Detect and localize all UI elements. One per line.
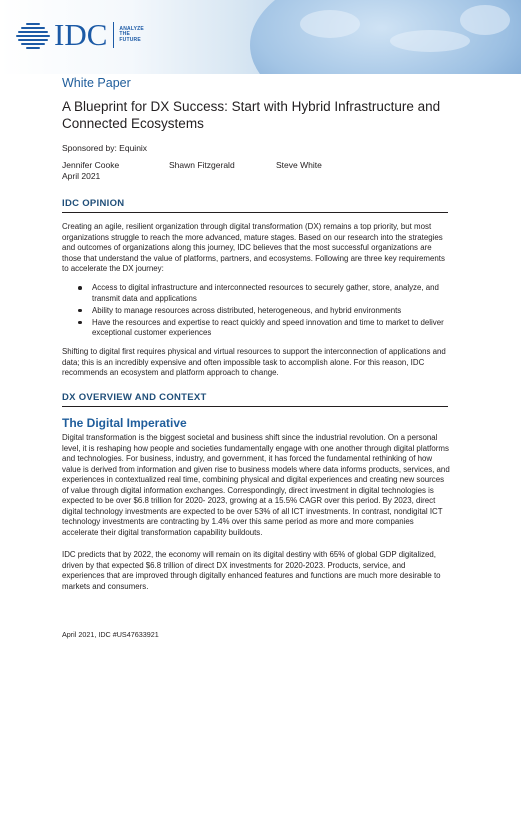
author-name: Jennifer Cooke (62, 160, 120, 170)
idc-logo (16, 17, 144, 52)
idc-prediction-paragraph: IDC predicts that by 2022, the economy will remain on its digital destiny with 65% of global GDP digitalized, driven by that expected $6.8 trillion of direct DX investments for 2020-2023. Products, service, and experiences that are improved through digitally enhanced features and functions are much more desirable to markets and consumers. (62, 550, 441, 591)
bullet-icon (78, 286, 82, 290)
document-type: White Paper (62, 76, 131, 90)
opinion-intro-paragraph: Creating an agile, resilient organization through digital transformation (DX) remains a top priority, but most organizations struggle to reach the more advanced, mature stages. Based on our research into the strategies and outcomes of organizations along this journey, IDC believes that the most successful organizations are those that understand the value of platforms, partners, and ecosystems. Following are three key requirements to accelerate the DX journey: (62, 222, 445, 273)
publication-date: April 2021 (62, 171, 101, 181)
section-heading-idc-opinion: IDC OPINION (62, 198, 448, 213)
list-item: Have the resources and expertise to react quickly and speed innovation and time to market to deliver exceptional customer experiences (62, 318, 450, 339)
logo-tagline: ANALYZE THE FUTURE (119, 25, 144, 43)
list-item: Access to digital infrastructure and interconnected resources to securely gather, store, analyze, and transmit data and applications (62, 283, 450, 304)
sponsor-line: Sponsored by: Equinix (62, 143, 148, 153)
document-title: A Blueprint for DX Success: Start with Hybrid Infrastructure and Connected Ecosystems (62, 99, 441, 131)
list-item: Ability to manage resources across distributed, heterogeneous, and hybrid environments (62, 306, 450, 317)
header-banner (0, 0, 521, 74)
logo-divider (113, 22, 114, 48)
globe-land-shape (300, 10, 360, 38)
bullet-icon (78, 321, 82, 325)
idc-stripes-icon (16, 21, 50, 49)
globe-land-shape (390, 30, 470, 52)
requirements-list (62, 283, 450, 340)
author-name: Shawn Fitzgerald (169, 160, 235, 170)
logo-text: IDC (54, 17, 108, 52)
subheading-digital-imperative: The Digital Imperative (62, 416, 187, 430)
section-heading-dx-overview: DX OVERVIEW AND CONTEXT (62, 392, 448, 407)
opinion-closing-paragraph: Shifting to digital first requires physical and virtual resources to support the interconnection of applications and data; this is an incredibly expensive and often impossible task to accomplish alone. For this reason, IDC recommends an ecosystem and platform approach to change. (62, 347, 446, 377)
digital-imperative-paragraph: Digital transformation is the biggest societal and business shift since the industrial revolution. On a personal level, it is reshaping how people and societies fundamentally engage with one another through digital platforms and technologies. For business, industry, and government, it has forced the fundamental rethinking of how value is derived from information and given rise to business models where data informs products, services, and experiences in contextualized real time, combining physical and digital experiences and creating new sources of value through digital information exchanges. Correspondingly, direct investment in digital technologies is expected to be over $6.8 trillion for 2020- 2023, growing at a 15.5% CAGR over this period. By 2023, direct digital technology investments are expected to be over 53% of all ICT investments. In contrast, nondigital ICT technology investments are contracting by 1.4% over this same period as more and more companies accelerate their digital transformation capability buildouts. (62, 433, 450, 537)
bullet-icon (78, 309, 82, 313)
author-name: Steve White (276, 160, 322, 170)
page-footer: April 2021, IDC #US47633921 (62, 630, 159, 639)
globe-land-shape (460, 5, 510, 35)
